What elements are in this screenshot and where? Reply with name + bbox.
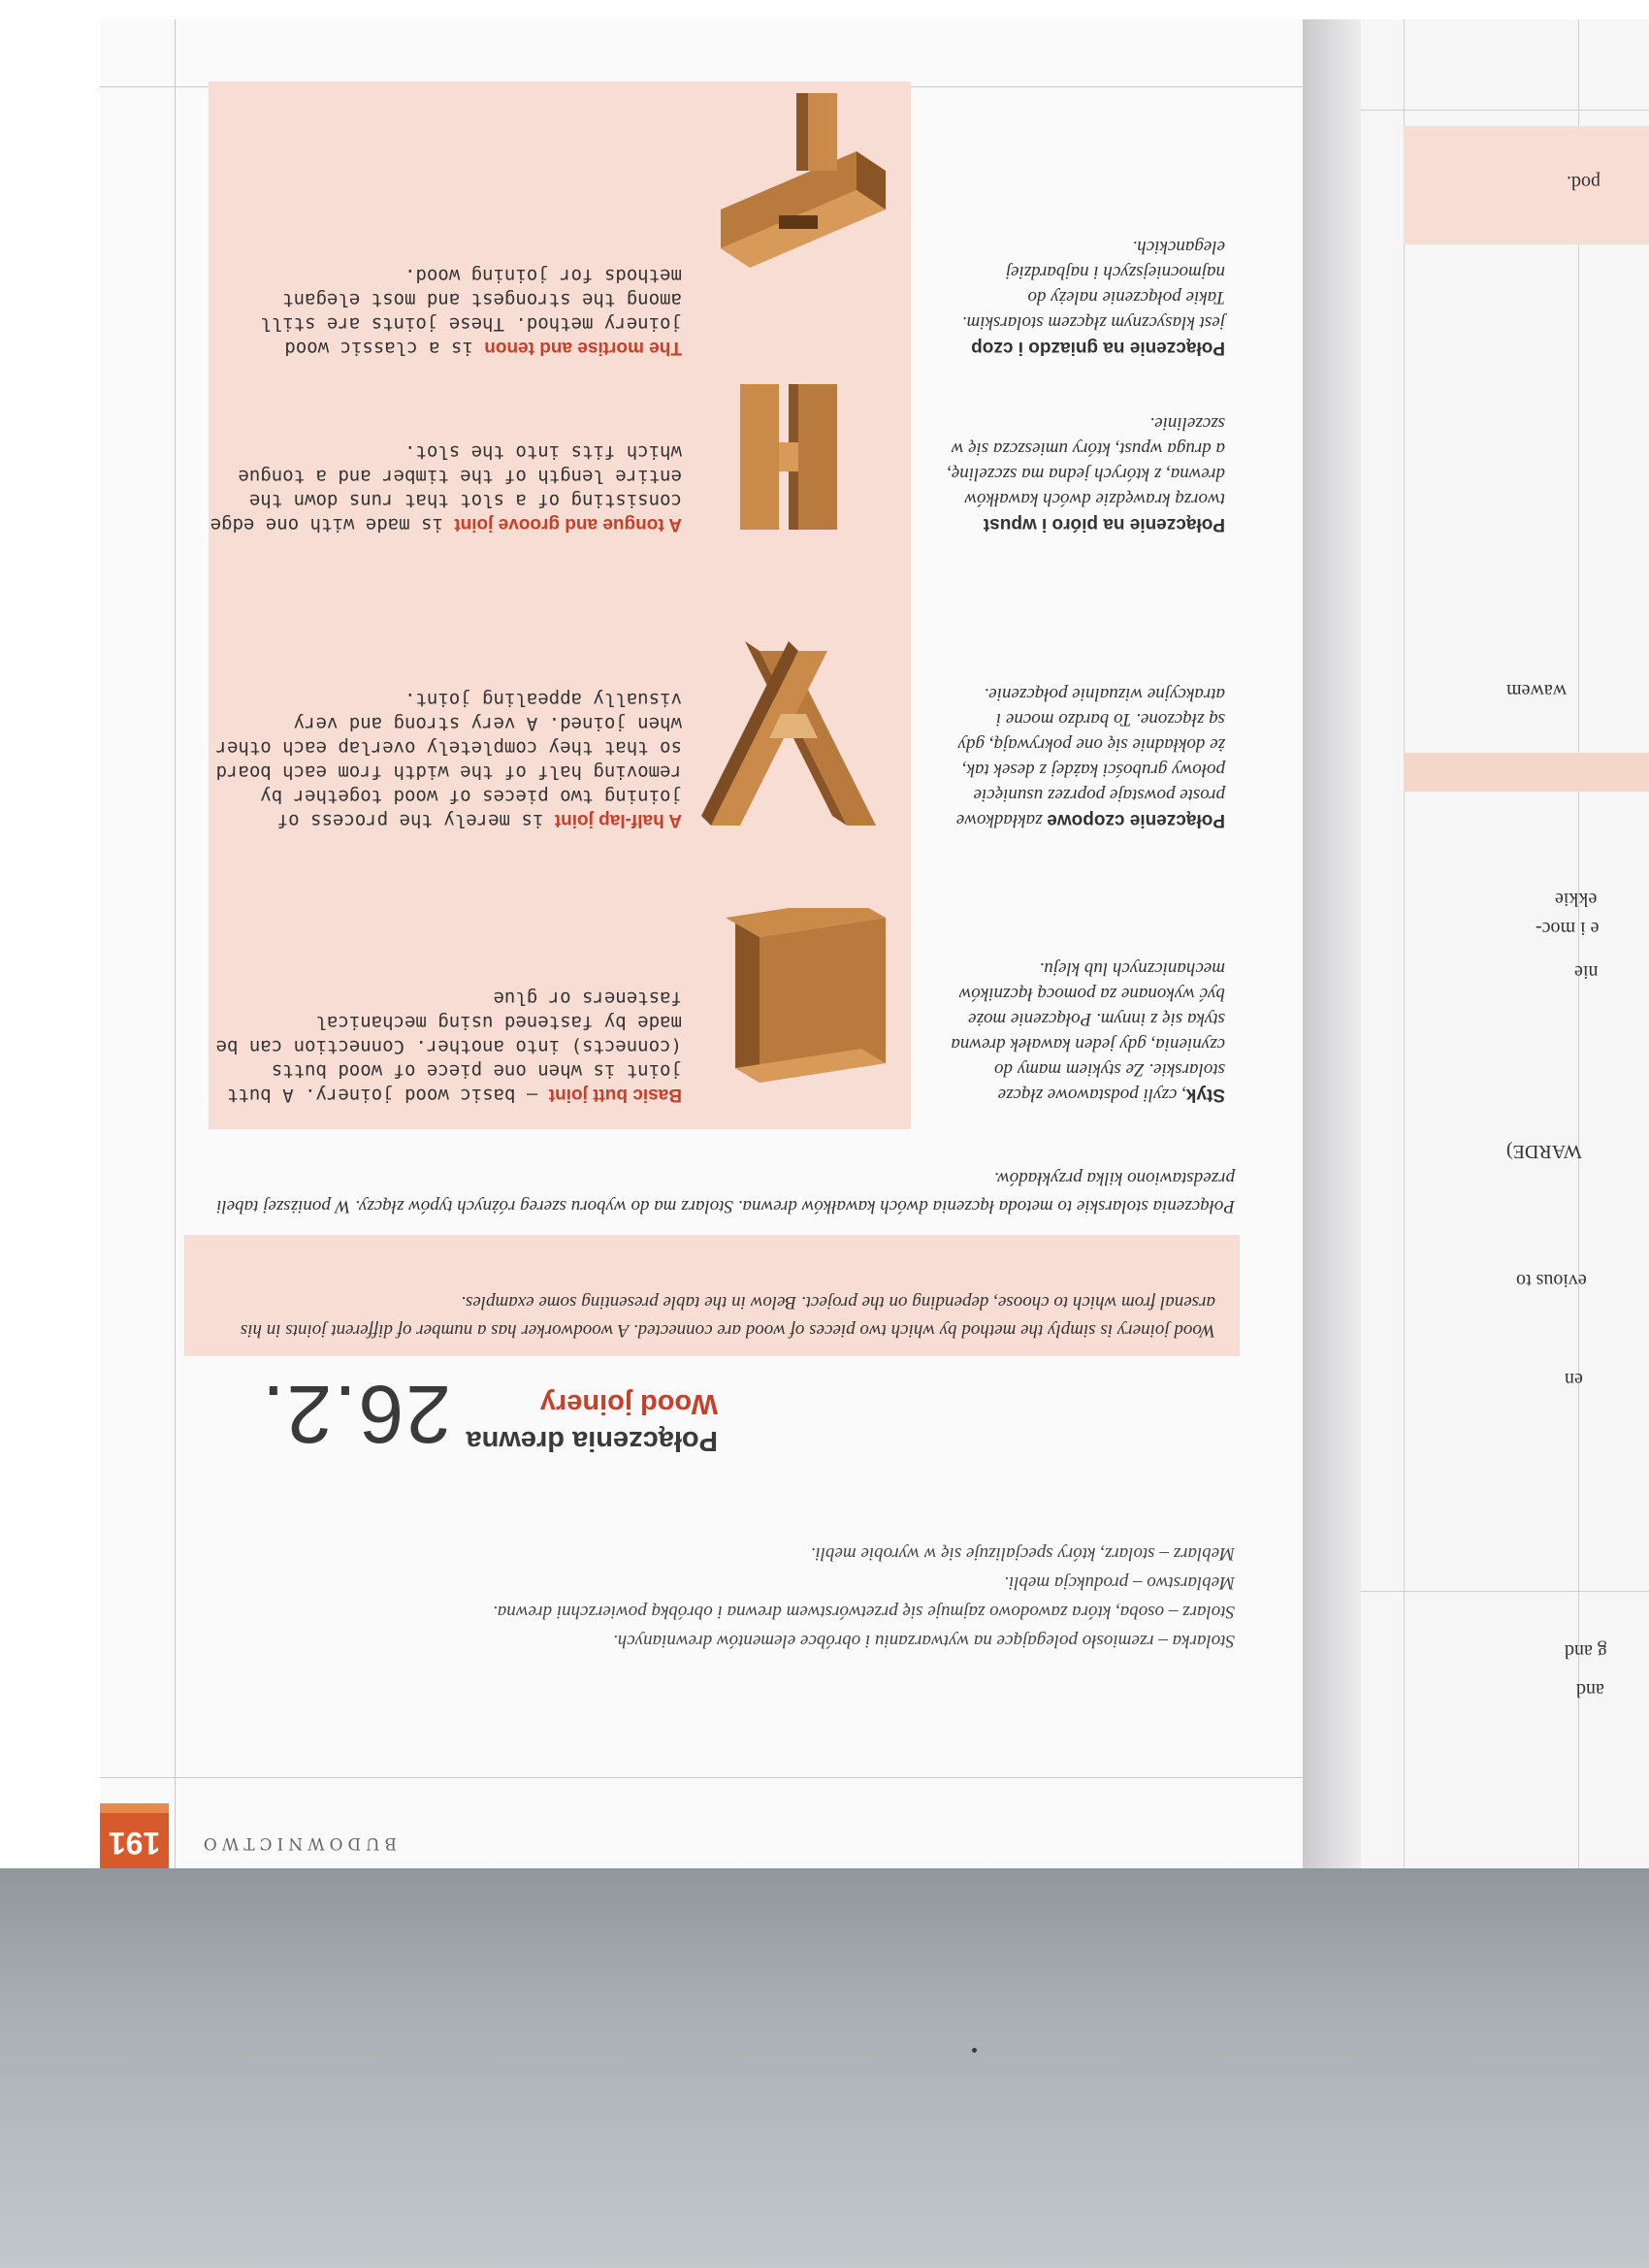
book-gutter-shadow: [1303, 19, 1361, 1868]
facing-text-fragment: and: [1576, 1679, 1604, 1701]
page-content-rotated: [100, 19, 1400, 1868]
facing-page: [1361, 19, 1649, 1868]
facing-text-fragment: wawem: [1506, 680, 1568, 701]
intro-paragraph-pl: Połączenia stolarskie to metoda łączenia dwóch kawałków drewna. Stolarz ma do wyboru szereg różnych typów złączy. W poniższej tabeli przedstawiono kilka przykładów.: [216, 1168, 1235, 1216]
margin-line: [100, 1777, 1400, 1778]
joint-text: is merely the process of joining two pieces of wood together by removing half of the width from each board so that they completely overlap each other when joined. A very strong and very visually appealing joint.: [215, 689, 682, 831]
joint-title-pl: Połączenie na gniazdo i czop: [971, 338, 1225, 358]
book-page: [100, 19, 1400, 1868]
running-head: BUDOWNICTWO: [198, 1833, 397, 1853]
half-lap-joint-illustration: [701, 622, 905, 845]
joint-description-en: [207, 687, 682, 832]
intro-line: Meblarstwo – produkcja mebli.: [1004, 1572, 1235, 1593]
joint-text-pl: , czyli podstawowe złącze stolarskie. Ze stykiem mamy do czynienia, gdy jeden kawałek drewna styka się z innym. Połączenie może być wykonane za pomocą łączników mechanicznych lub kleju.: [951, 958, 1225, 1105]
facing-orange-strip: [1404, 753, 1649, 792]
joint-title-pl: Styk: [1185, 1085, 1225, 1105]
joint-description-pl: [944, 234, 1225, 360]
tongue-and-groove-illustration: [701, 374, 905, 539]
facing-text-fragment: ekkie: [1555, 889, 1598, 910]
joint-text-pl: tworzą krawędzie dwóch kawałków drewna, z których jedna ma szczelinę, a druga wpust, który umieszcza się w szczelinie.: [947, 413, 1225, 509]
joint-description-pl: [944, 681, 1225, 832]
joint-name: The mortise and tenon: [484, 338, 682, 358]
intro-line: Stolarz – osoba, która zawodowo zajmuje się przetwórstwem drewna i obróbką powierzchni drewna.: [493, 1602, 1235, 1622]
dust-speck: [972, 2048, 977, 2053]
joint-text-pl: jest klasycznym złączem stolarskim. Takie połączenie należy do najmocniejszych i najbardziej eleganckich.: [961, 237, 1225, 333]
facing-text-fragment: WARDE): [1506, 1141, 1582, 1162]
facing-text-fragment: en: [1565, 1369, 1583, 1390]
joint-description-pl: [944, 410, 1225, 536]
scanner-background: [0, 1868, 1649, 2268]
page-number: 191: [108, 1826, 161, 1861]
joint-description-pl: [944, 956, 1225, 1107]
joint-title-pl: Połączenie na pióro i wpust: [983, 514, 1225, 535]
facing-text-fragment: g and: [1565, 1640, 1607, 1662]
joint-name: A tongue and groove joint: [454, 514, 682, 535]
section-title-pl: Połączenia drewna: [466, 1425, 718, 1456]
joint-description-en: [207, 986, 682, 1107]
joint-text: – basic wood joinery. A butt joint is when one piece of wood butts (connects) into another. Connection can be made by fastened using mechanical fasteners or glue: [215, 988, 682, 1106]
joint-text: is made with one edge consisting of a slot that runs down the entire length of the timber and a tongue which fits into the slot.: [210, 441, 682, 535]
mortise-and-tenon-illustration: [701, 83, 905, 307]
butt-joint-illustration: [701, 908, 905, 1102]
page-number-tab-stripe: [100, 1803, 169, 1813]
facing-pink-box: [1404, 126, 1649, 244]
intro-paragraph-en: Wood joinery is simply the method by which two pieces of wood are connected. A woodworker has a number of different joints in his arsenal from which to choose, depending on the project. Below in the table presenting some examples.: [240, 1292, 1215, 1341]
joint-description-en: [207, 439, 682, 536]
joint-text-pl: zakładkowe proste powstaje poprzez usunięcie połowy grubości każdej z desek tak, że dokładnie się one pokrywają, gdy są złączone. To bardzo mocne i atrakcyjne wizualnie połączenie.: [955, 684, 1225, 830]
section-title-en: Wood joinery: [539, 1388, 718, 1419]
intro-line: Meblarz – stolarz, który specjalizuje się w wyrobie mebli.: [810, 1543, 1235, 1564]
joint-name: Basic butt joint: [548, 1085, 682, 1105]
section-number: 26.2.: [260, 1369, 451, 1460]
facing-text-fragment: evious to: [1516, 1270, 1587, 1291]
facing-text-fragment: e i moc-: [1536, 918, 1600, 939]
facing-margin-line: [1361, 110, 1649, 111]
facing-margin-line: [1361, 1591, 1649, 1592]
joint-name: A half-lap joint: [554, 810, 682, 830]
joint-description-en: [207, 263, 682, 360]
joint-title-pl: Połączenie czopowe: [1047, 810, 1225, 830]
facing-text-fragment: nie: [1574, 961, 1599, 983]
facing-text-fragment: pod.: [1567, 172, 1600, 193]
joint-text: is a classic wood joinery method. These joints are still among the strongest and most elegant methods for joining wood.: [260, 265, 682, 359]
intro-line: Stolarka – rzemiosło polegające na wytwarzaniu i obróbce elementów drewnianych.: [613, 1631, 1235, 1651]
